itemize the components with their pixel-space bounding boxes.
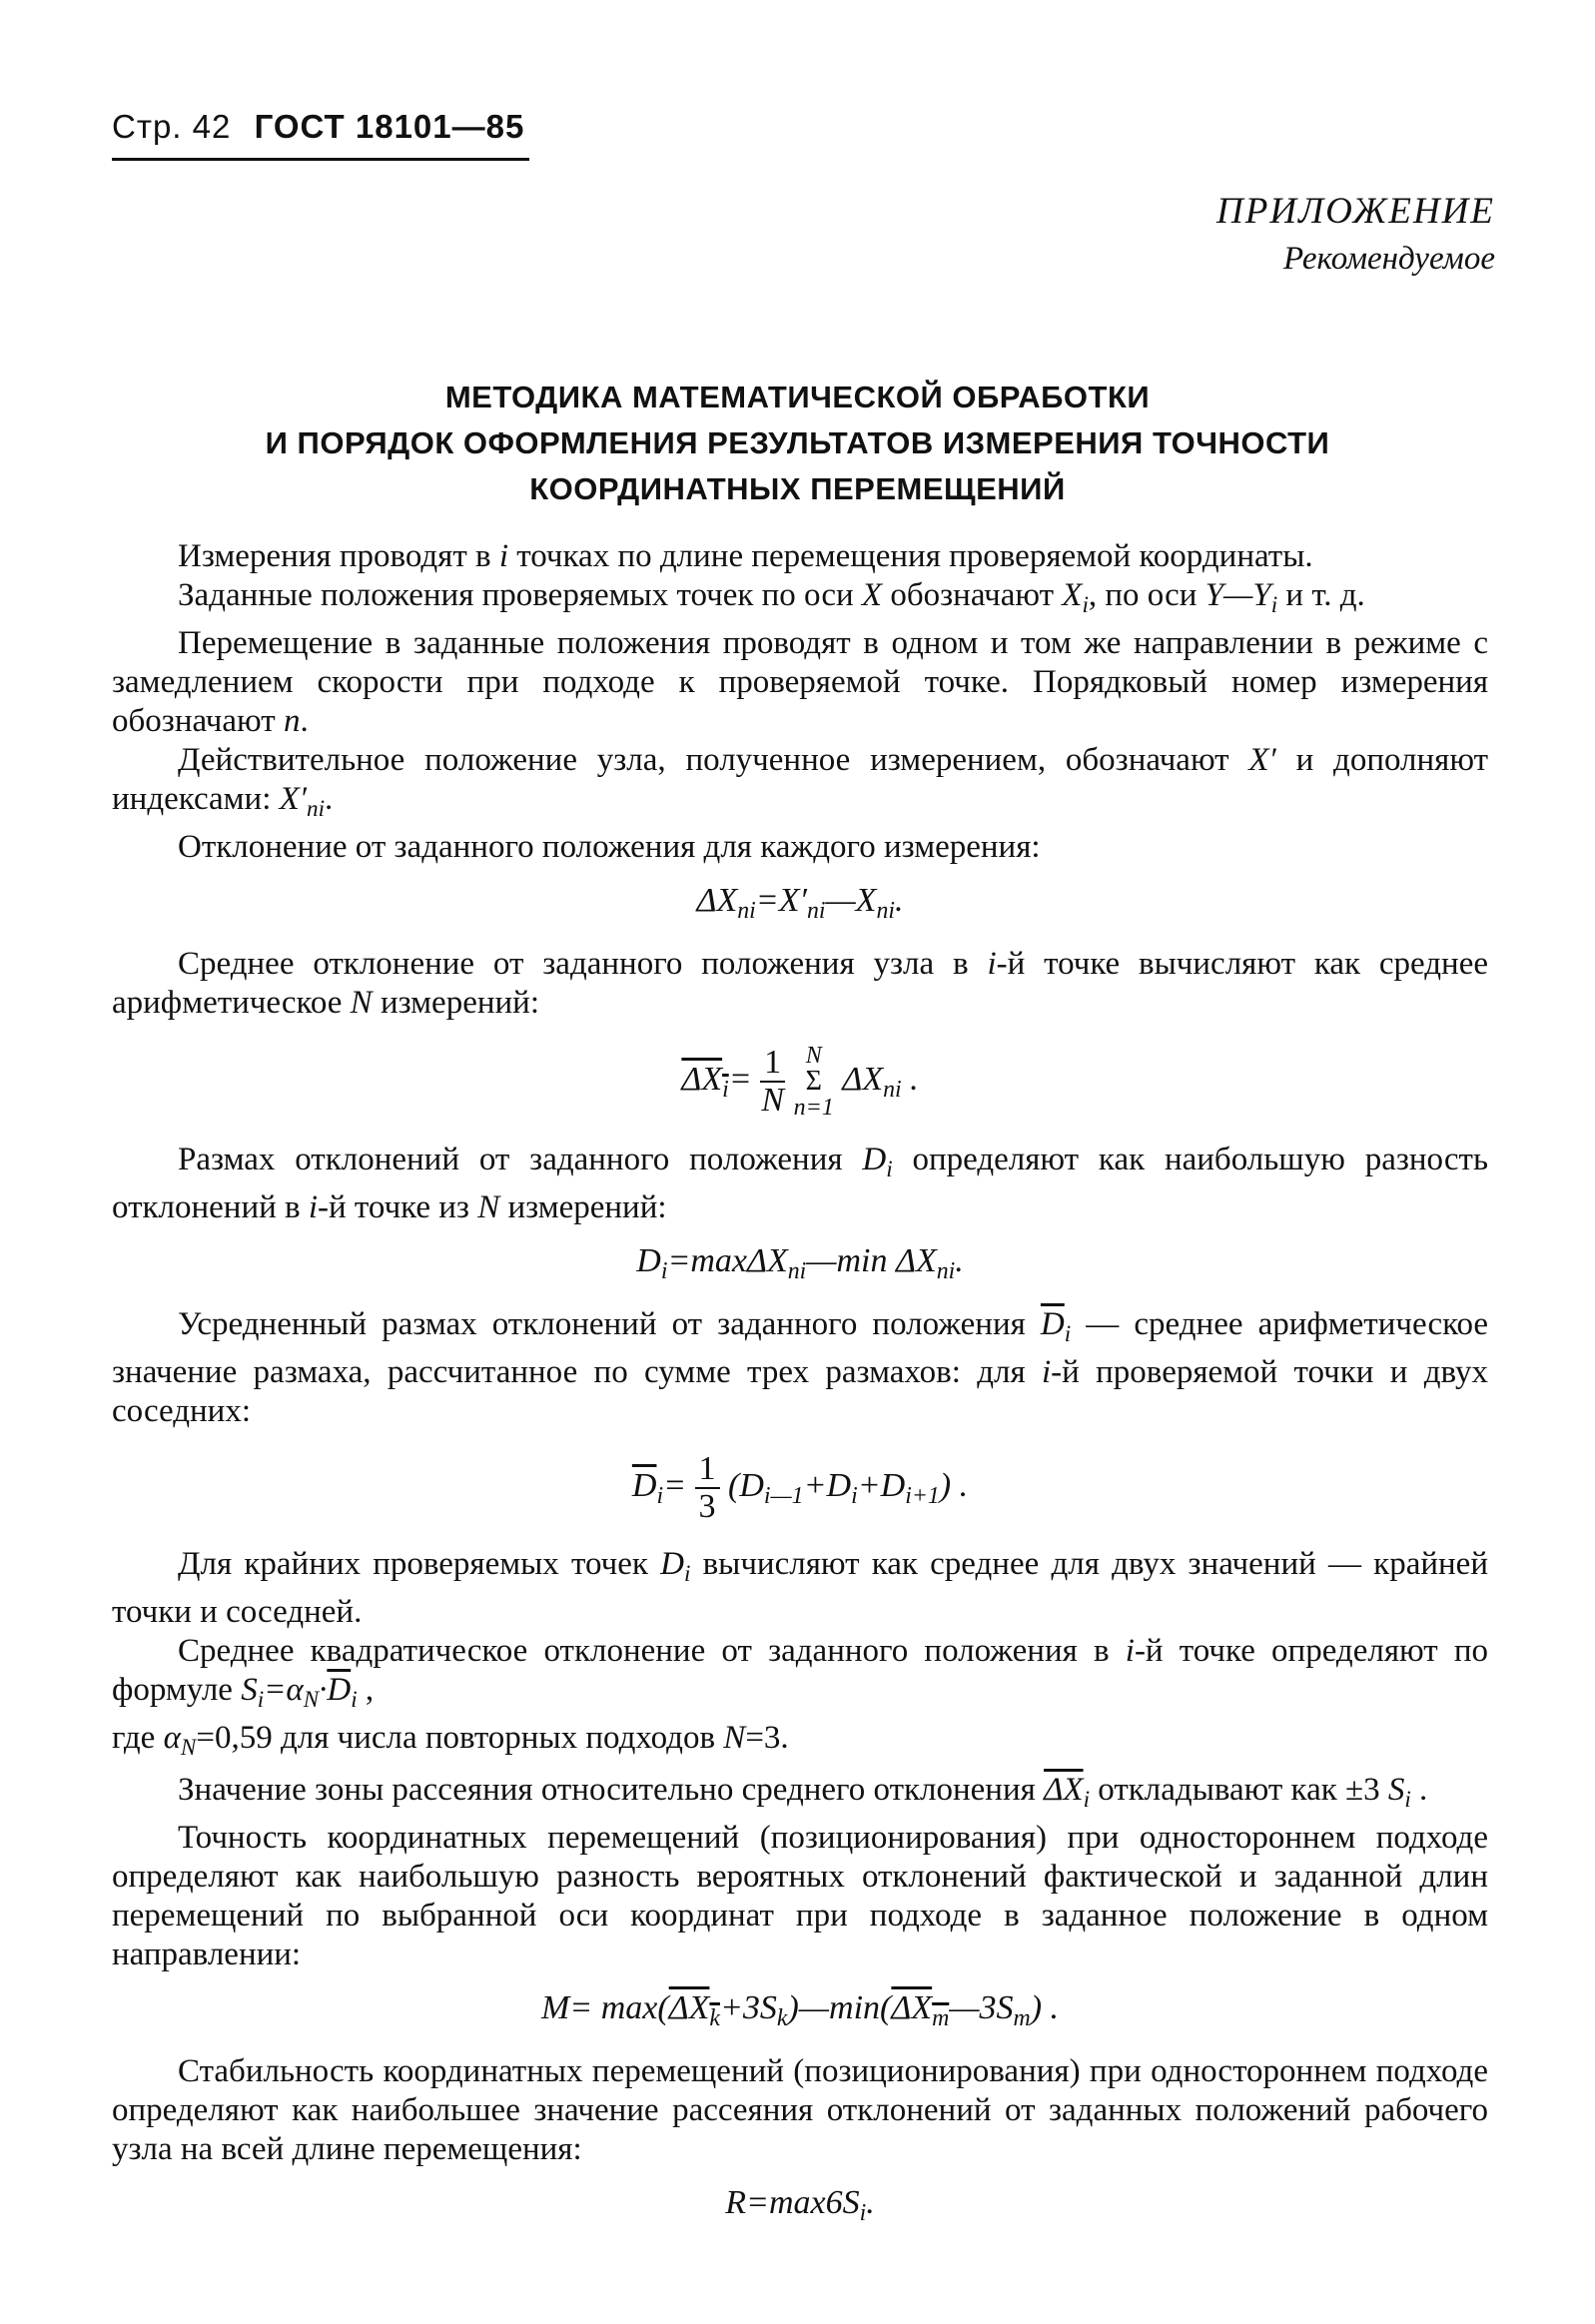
- paragraph-6: Среднее отклонение от заданного положения узла в i-й точке вычисляют как среднее арифметическое N измерений:: [112, 945, 1489, 1021]
- paragraph-5: Отклонение от заданного положения для каждого измерения:: [178, 828, 1041, 865]
- formula-accuracy: $M= \max(\Delta X_k+3S_k)—\min(\Delta X_m—3S_m)$ .: [540, 1988, 1060, 2031]
- formula-mean-deviation: $\Delta X_i=$ $\frac{1}{N}$ N Σ n=1 $\Delta X_{ni}$ .: [681, 1042, 919, 1121]
- paragraph-10: Среднее квадратическое отклонение от заданного положения в i-й точке определяют по формуле $S_i=\alpha_N\cdot\overline{D}_i$ ,: [112, 1632, 1488, 1712]
- title-line-2: И ПОРЯДОК ОФОРМЛЕНИЯ РЕЗУЛЬТАТОВ ИЗМЕРЕНИЯ ТОЧНОСТИ: [265, 425, 1330, 460]
- paragraph-9: Для крайних проверяемых точек $D_i$ вычисляют как среднее для двух значений — крайней точки и соседней.: [112, 1545, 1488, 1630]
- document-title: [0, 375, 1595, 512]
- title-line-1: МЕТОДИКА МАТЕМАТИЧЕСКОЙ ОБРАБОТКИ: [444, 380, 1151, 414]
- formula-stability: $R=\max 6S_i$.: [725, 2183, 875, 2226]
- appendix-label: [1216, 188, 1495, 282]
- paragraph-8: Усредненный размах отклонений от заданного положения $\overline{D}_i$ — среднее арифметическое значение размаха, рассчитанное по сумме трех размахов: для i-й проверяемой точки и двух соседних:: [112, 1306, 1489, 1429]
- title-line-3: КООРДИНАТНЫХ ПЕРЕМЕЩЕНИЙ: [529, 471, 1066, 506]
- body-text: [112, 537, 1488, 2247]
- paragraph-13: Точность координатных перемещений (позиционирования) при одностороннем подходе определяют как наибольшую разность вероятных отклонений фактической и заданной длин перемещений по выбранной оси координат при подходе в заданное положение в одном направлении:: [112, 1819, 1488, 1972]
- paragraph-4: Действительное положение узла, полученное измерением, обозначают X′ и дополняют индексами: $X'_{ni}$.: [112, 741, 1489, 821]
- paragraph-7: Размах отклонений от заданного положения $D_i$ определяют как наибольшую разность отклонений в i-й точке из N измерений:: [112, 1141, 1488, 1225]
- appendix-title: ПРИЛОЖЕНИЕ: [1216, 191, 1495, 232]
- paragraph-1: Измерения проводят в i точках по длине перемещения проверяемой координаты.: [178, 538, 1313, 574]
- appendix-subtitle: Рекомендуемое: [1282, 241, 1495, 277]
- page-number: Стр. 42: [112, 108, 232, 145]
- paragraph-3: Перемещение в заданные положения проводят в одном и том же направлении в режиме с замедлением скорости при подходе к проверяемой точке. Порядковый номер измерения обозначают n.: [112, 624, 1488, 739]
- formula-range: $D_i=\max\Delta X_{ni}—\min$ $\Delta X_{ni}$.: [636, 1241, 964, 1285]
- paragraph-14: Стабильность координатных перемещений (позиционирования) при одностороннем подходе определяют как наибольшее значение рассеяния отклонений от заданных положений рабочего узла на всей длине перемещения:: [112, 2052, 1488, 2167]
- page-header: [112, 108, 524, 147]
- formula-deviation: $\Delta X_{ni}=X'_{ni}—X_{ni}$.: [696, 881, 904, 924]
- paragraph-12: Значение зоны рассеяния относительно среднего отклонения $\overline{\Delta X}_i$ откладывают как ±3 $S_i$ .: [178, 1771, 1428, 1812]
- paragraph-2: Заданные положения проверяемых точек по оси X обозначают $X_i$, по оси $Y—Y_i$ и т. д.: [178, 577, 1365, 617]
- header-rule: [112, 158, 529, 161]
- paragraph-11: где $\alpha_N=0,59$ для числа повторных подходов N=3.: [112, 1719, 789, 1760]
- standard-number: ГОСТ 18101—85: [254, 108, 525, 145]
- formula-average-range: $\overline{D}_i=$ $\frac{1}{3}$ $(D_{i—1}+D_i+D_{i+1})$ .: [631, 1449, 969, 1525]
